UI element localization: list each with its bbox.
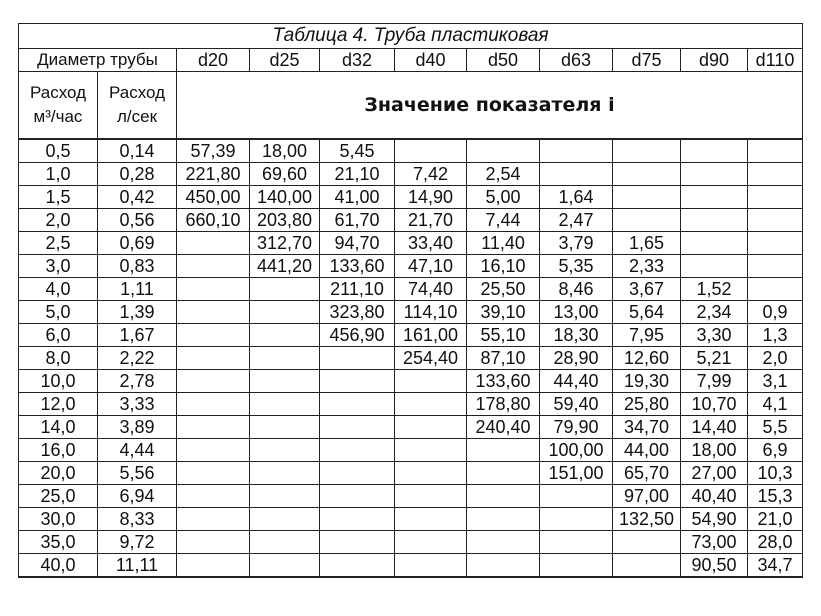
value-cell: 312,70 xyxy=(250,232,320,255)
value-cell: 114,10 xyxy=(395,301,467,324)
value-cell: 25,50 xyxy=(467,278,540,301)
value-cell xyxy=(177,301,250,324)
value-cell xyxy=(177,531,250,554)
value-cell xyxy=(320,531,395,554)
flow-ls-cell: 3,89 xyxy=(98,416,177,439)
value-cell: 7,95 xyxy=(613,324,681,347)
flow-ls-cell: 1,67 xyxy=(98,324,177,347)
value-cell: 39,10 xyxy=(467,301,540,324)
flow-m3-cell: 8,0 xyxy=(19,347,98,370)
value-cell: 2,34 xyxy=(681,301,748,324)
table-row xyxy=(19,301,803,324)
value-cell xyxy=(613,163,681,186)
value-cell xyxy=(681,232,748,255)
value-cell: 2,33 xyxy=(613,255,681,278)
value-cell: 28,90 xyxy=(540,347,613,370)
value-cell: 33,40 xyxy=(395,232,467,255)
value-cell: 15,3 xyxy=(748,485,803,508)
value-cell xyxy=(540,554,613,578)
flow-m3-cell: 14,0 xyxy=(19,416,98,439)
value-cell xyxy=(467,531,540,554)
flow-m3-cell: 20,0 xyxy=(19,462,98,485)
value-cell xyxy=(250,347,320,370)
value-cell xyxy=(395,485,467,508)
flow-ls-cell: 1,39 xyxy=(98,301,177,324)
value-cell: 87,10 xyxy=(467,347,540,370)
diameter-header: d110 xyxy=(748,49,803,72)
flow-ls-cell: 4,44 xyxy=(98,439,177,462)
flow-ls-cell: 0,69 xyxy=(98,232,177,255)
flow-ls-header xyxy=(98,72,177,140)
value-cell xyxy=(320,416,395,439)
value-cell xyxy=(540,485,613,508)
value-cell: 74,40 xyxy=(395,278,467,301)
flow-ls-cell: 6,94 xyxy=(98,485,177,508)
value-cell xyxy=(177,393,250,416)
value-cell xyxy=(748,186,803,209)
flow-m3-cell: 2,5 xyxy=(19,232,98,255)
value-cell: 5,00 xyxy=(467,186,540,209)
value-cell xyxy=(681,255,748,278)
table-row xyxy=(19,186,803,209)
value-cell: 13,00 xyxy=(540,301,613,324)
value-cell: 57,39 xyxy=(177,139,250,163)
value-cell: 211,10 xyxy=(320,278,395,301)
value-cell: 73,00 xyxy=(681,531,748,554)
value-cell xyxy=(177,370,250,393)
value-cell xyxy=(613,209,681,232)
value-cell xyxy=(748,139,803,163)
value-cell: 16,10 xyxy=(467,255,540,278)
value-cell xyxy=(681,186,748,209)
table-row xyxy=(19,232,803,255)
flow-ls-cell: 5,56 xyxy=(98,462,177,485)
value-cell xyxy=(395,439,467,462)
value-cell xyxy=(467,508,540,531)
diameter-header: d20 xyxy=(177,49,250,72)
value-cell: 10,3 xyxy=(748,462,803,485)
value-cell: 54,90 xyxy=(681,508,748,531)
value-cell: 14,90 xyxy=(395,186,467,209)
value-cell xyxy=(250,485,320,508)
flow-ls-cell: 2,78 xyxy=(98,370,177,393)
table-row xyxy=(19,255,803,278)
value-cell xyxy=(540,531,613,554)
value-cell xyxy=(613,139,681,163)
value-cell xyxy=(320,439,395,462)
table-row xyxy=(19,278,803,301)
value-cell xyxy=(395,416,467,439)
value-cell: 660,10 xyxy=(177,209,250,232)
flow-m3-header-text: Расход м³/час xyxy=(29,83,87,126)
value-cell: 19,30 xyxy=(613,370,681,393)
value-cell: 5,21 xyxy=(681,347,748,370)
value-cell: 3,79 xyxy=(540,232,613,255)
value-cell: 44,00 xyxy=(613,439,681,462)
value-cell xyxy=(467,139,540,163)
value-cell: 5,45 xyxy=(320,139,395,163)
value-cell xyxy=(250,278,320,301)
value-cell: 18,00 xyxy=(250,139,320,163)
data-rows xyxy=(19,139,803,577)
value-cell xyxy=(395,554,467,578)
value-cell: 132,50 xyxy=(613,508,681,531)
value-cell: 55,10 xyxy=(467,324,540,347)
table-title: Таблица 4. Труба пластиковая xyxy=(19,24,803,49)
value-cell: 21,10 xyxy=(320,163,395,186)
value-cell xyxy=(177,416,250,439)
value-cell xyxy=(540,163,613,186)
value-cell xyxy=(748,209,803,232)
table-row xyxy=(19,324,803,347)
flow-m3-cell: 25,0 xyxy=(19,485,98,508)
value-cell: 133,60 xyxy=(467,370,540,393)
flow-ls-cell: 0,28 xyxy=(98,163,177,186)
table-body xyxy=(19,24,803,140)
value-cell: 65,70 xyxy=(613,462,681,485)
flow-m3-cell: 12,0 xyxy=(19,393,98,416)
value-cell: 441,20 xyxy=(250,255,320,278)
flow-m3-cell: 5,0 xyxy=(19,301,98,324)
diameter-header: d63 xyxy=(540,49,613,72)
flow-m3-cell: 40,0 xyxy=(19,554,98,578)
value-cell xyxy=(177,554,250,578)
flow-ls-cell: 2,22 xyxy=(98,347,177,370)
value-cell xyxy=(250,531,320,554)
flow-m3-cell: 2,0 xyxy=(19,209,98,232)
flow-ls-cell: 0,83 xyxy=(98,255,177,278)
value-cell: 3,1 xyxy=(748,370,803,393)
table-row xyxy=(19,439,803,462)
value-cell: 2,54 xyxy=(467,163,540,186)
value-cell: 34,7 xyxy=(748,554,803,578)
value-cell: 161,00 xyxy=(395,324,467,347)
value-cell xyxy=(395,508,467,531)
value-cell xyxy=(395,370,467,393)
flow-ls-cell: 1,11 xyxy=(98,278,177,301)
flow-m3-cell: 35,0 xyxy=(19,531,98,554)
value-cell xyxy=(250,508,320,531)
value-cell xyxy=(613,186,681,209)
value-cell xyxy=(748,255,803,278)
value-cell xyxy=(177,462,250,485)
value-cell xyxy=(681,139,748,163)
value-cell: 18,00 xyxy=(681,439,748,462)
value-cell: 456,90 xyxy=(320,324,395,347)
flow-m3-cell: 0,5 xyxy=(19,139,98,163)
value-cell xyxy=(177,485,250,508)
value-cell: 4,1 xyxy=(748,393,803,416)
value-label: Значение показателя i xyxy=(177,72,803,140)
value-cell: 44,40 xyxy=(540,370,613,393)
value-cell xyxy=(177,232,250,255)
table-row xyxy=(19,554,803,578)
value-cell xyxy=(250,554,320,578)
value-cell: 21,70 xyxy=(395,209,467,232)
diameter-header: d25 xyxy=(250,49,320,72)
diameter-header: d40 xyxy=(395,49,467,72)
value-cell xyxy=(748,232,803,255)
flow-m3-header xyxy=(19,72,98,140)
value-cell: 5,35 xyxy=(540,255,613,278)
value-cell: 133,60 xyxy=(320,255,395,278)
value-cell xyxy=(177,508,250,531)
value-cell xyxy=(250,370,320,393)
value-cell: 40,40 xyxy=(681,485,748,508)
value-cell xyxy=(177,278,250,301)
value-cell xyxy=(320,347,395,370)
value-cell: 323,80 xyxy=(320,301,395,324)
value-cell xyxy=(320,370,395,393)
value-cell: 203,80 xyxy=(250,209,320,232)
value-cell xyxy=(748,163,803,186)
value-cell: 6,9 xyxy=(748,439,803,462)
value-cell: 140,00 xyxy=(250,186,320,209)
table-row xyxy=(19,531,803,554)
value-cell: 7,44 xyxy=(467,209,540,232)
value-cell: 18,30 xyxy=(540,324,613,347)
value-cell xyxy=(395,393,467,416)
flow-m3-cell: 1,5 xyxy=(19,186,98,209)
value-cell xyxy=(395,531,467,554)
value-cell: 97,00 xyxy=(613,485,681,508)
value-cell xyxy=(177,324,250,347)
table-row xyxy=(19,209,803,232)
value-cell: 221,80 xyxy=(177,163,250,186)
value-cell: 178,80 xyxy=(467,393,540,416)
value-cell: 34,70 xyxy=(613,416,681,439)
value-cell xyxy=(467,485,540,508)
value-cell xyxy=(467,439,540,462)
table-row xyxy=(19,508,803,531)
value-cell: 3,67 xyxy=(613,278,681,301)
diameter-header: d75 xyxy=(613,49,681,72)
value-cell: 21,0 xyxy=(748,508,803,531)
value-cell xyxy=(320,554,395,578)
table-row xyxy=(19,416,803,439)
value-cell: 240,40 xyxy=(467,416,540,439)
table-row xyxy=(19,347,803,370)
value-cell: 7,99 xyxy=(681,370,748,393)
diameter-header: d50 xyxy=(467,49,540,72)
value-cell: 5,5 xyxy=(748,416,803,439)
value-cell: 254,40 xyxy=(395,347,467,370)
flow-ls-cell: 0,56 xyxy=(98,209,177,232)
diameter-label: Диаметр трубы xyxy=(19,49,177,72)
value-cell xyxy=(320,462,395,485)
table-row xyxy=(19,393,803,416)
value-cell: 27,00 xyxy=(681,462,748,485)
flow-ls-cell: 0,42 xyxy=(98,186,177,209)
value-cell xyxy=(467,462,540,485)
value-cell xyxy=(320,508,395,531)
flow-m3-cell: 1,0 xyxy=(19,163,98,186)
value-cell xyxy=(177,255,250,278)
value-cell: 69,60 xyxy=(250,163,320,186)
value-cell: 12,60 xyxy=(613,347,681,370)
flow-m3-cell: 3,0 xyxy=(19,255,98,278)
value-cell xyxy=(250,393,320,416)
value-cell xyxy=(177,439,250,462)
value-cell: 7,42 xyxy=(395,163,467,186)
value-cell: 450,00 xyxy=(177,186,250,209)
value-cell: 11,40 xyxy=(467,232,540,255)
value-cell: 28,0 xyxy=(748,531,803,554)
value-cell xyxy=(467,554,540,578)
value-cell xyxy=(395,139,467,163)
flow-m3-cell: 4,0 xyxy=(19,278,98,301)
value-cell xyxy=(250,462,320,485)
flow-m3-cell: 30,0 xyxy=(19,508,98,531)
value-cell: 1,3 xyxy=(748,324,803,347)
value-cell xyxy=(320,485,395,508)
value-cell: 0,9 xyxy=(748,301,803,324)
pipe-table xyxy=(18,23,803,578)
value-cell: 61,70 xyxy=(320,209,395,232)
flow-ls-cell: 0,14 xyxy=(98,139,177,163)
value-cell: 3,30 xyxy=(681,324,748,347)
value-cell: 2,47 xyxy=(540,209,613,232)
value-cell xyxy=(250,416,320,439)
value-cell: 79,90 xyxy=(540,416,613,439)
value-cell xyxy=(613,531,681,554)
value-cell xyxy=(320,393,395,416)
diameter-header: d90 xyxy=(681,49,748,72)
table-row xyxy=(19,370,803,393)
value-cell xyxy=(250,301,320,324)
value-cell: 41,00 xyxy=(320,186,395,209)
diameter-header: d32 xyxy=(320,49,395,72)
value-cell xyxy=(250,324,320,347)
table-row xyxy=(19,163,803,186)
value-cell xyxy=(540,508,613,531)
value-cell: 100,00 xyxy=(540,439,613,462)
value-cell xyxy=(613,554,681,578)
value-cell: 8,46 xyxy=(540,278,613,301)
value-cell xyxy=(395,462,467,485)
value-cell: 14,40 xyxy=(681,416,748,439)
flow-ls-cell: 9,72 xyxy=(98,531,177,554)
flow-ls-cell: 11,11 xyxy=(98,554,177,578)
value-cell xyxy=(681,163,748,186)
value-cell: 90,50 xyxy=(681,554,748,578)
flow-ls-cell: 8,33 xyxy=(98,508,177,531)
table-row xyxy=(19,139,803,163)
value-cell: 25,80 xyxy=(613,393,681,416)
table-row xyxy=(19,462,803,485)
value-cell: 1,64 xyxy=(540,186,613,209)
value-cell: 59,40 xyxy=(540,393,613,416)
value-cell: 2,0 xyxy=(748,347,803,370)
table-row xyxy=(19,485,803,508)
flow-m3-cell: 6,0 xyxy=(19,324,98,347)
flow-ls-cell: 3,33 xyxy=(98,393,177,416)
flow-m3-cell: 16,0 xyxy=(19,439,98,462)
value-cell xyxy=(681,209,748,232)
value-cell: 1,52 xyxy=(681,278,748,301)
value-cell: 10,70 xyxy=(681,393,748,416)
value-cell: 1,65 xyxy=(613,232,681,255)
flow-ls-header-text: Расход л/сек xyxy=(108,83,166,126)
value-cell xyxy=(177,347,250,370)
value-cell: 47,10 xyxy=(395,255,467,278)
value-cell xyxy=(540,139,613,163)
value-cell: 94,70 xyxy=(320,232,395,255)
value-cell xyxy=(250,439,320,462)
value-cell: 151,00 xyxy=(540,462,613,485)
flow-m3-cell: 10,0 xyxy=(19,370,98,393)
table-container xyxy=(18,23,803,578)
value-cell xyxy=(748,278,803,301)
value-cell: 5,64 xyxy=(613,301,681,324)
